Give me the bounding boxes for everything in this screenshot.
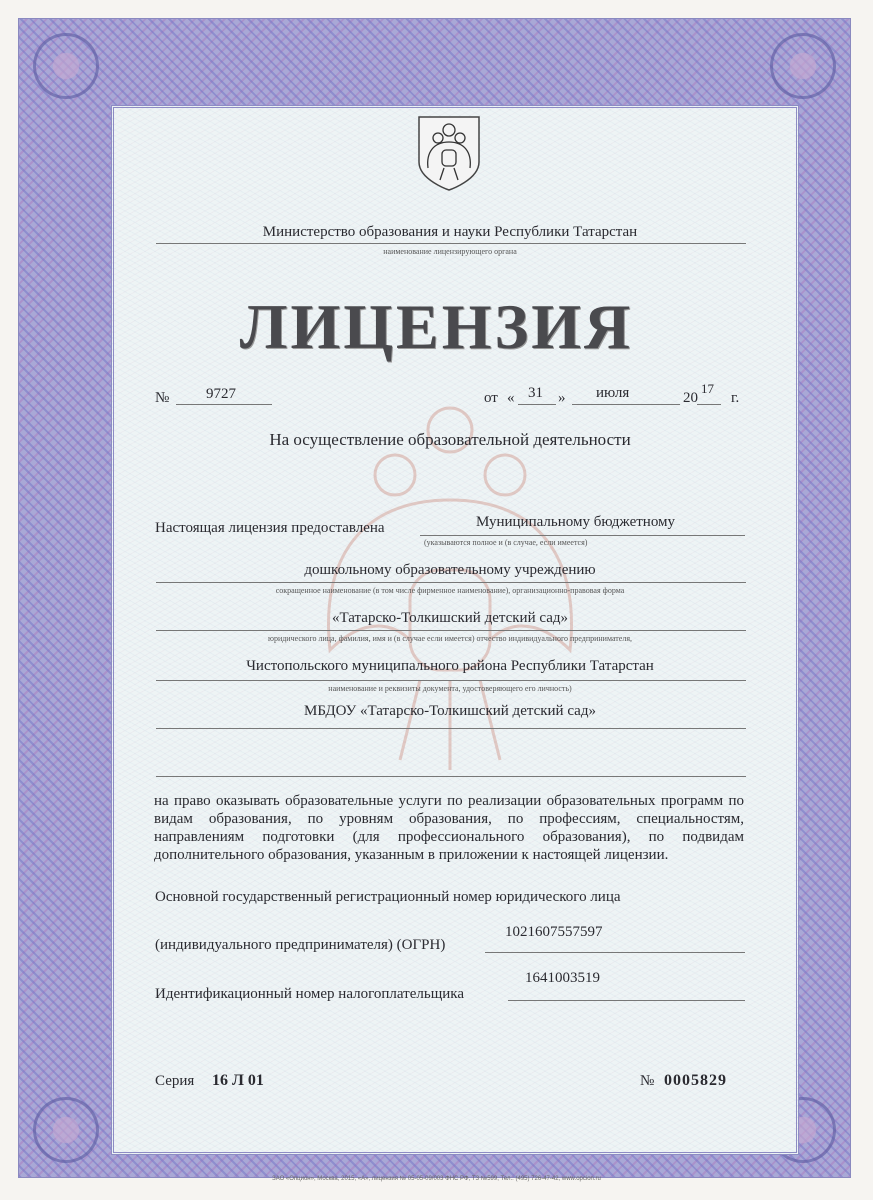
licensee-caption-3: юридического лица, фамилия, имя и (в случае если имеется) отчество индивидуального предпринимателя, [267,634,633,643]
inn-value: 1641003519 [525,970,600,986]
rule [485,952,745,953]
rule [518,404,556,405]
rights-text: на право оказывать образовательные услуги по реализации образовательных программ по видам образования, по уровням образования, по профессиям, специальностям, направлениям подготовки (для профессионального образования), по подвидам дополнительного образования, указанным в приложении к настоящей лицензии. [154,793,744,863]
license-month: июля [596,385,630,401]
authority-caption: наименование лицензирующего органа [383,247,517,256]
corner-ornament [33,1097,99,1163]
purpose: На осуществление образовательной деятельности [269,430,631,449]
from-label: от [484,390,498,406]
license-day: 31 [528,385,543,401]
number-label: № [155,390,170,406]
series-number: 0005829 [664,1072,727,1089]
licensee-caption-4: наименование и реквизиты документа, удостоверяющего его личность) [328,684,572,693]
year-prefix: 20 [683,390,698,406]
rule [156,776,746,777]
quote-close: » [558,390,566,406]
coat-of-arms-icon [414,112,484,192]
rule [156,728,746,729]
corner-ornament [770,33,836,99]
document-title: ЛИЦЕНЗИЯ [239,291,634,362]
licensee-line-4: Чистопольского муниципального района Республики Татарстан [246,658,654,674]
licensee-caption-1: (указываются полное и (в случае, если имеется) [424,538,588,547]
licensee-line-5: МБДОУ «Татарско-Толкишский детский сад» [304,703,596,719]
rule [572,404,680,405]
rule [508,1000,745,1001]
granted-label: Настоящая лицензия предоставлена [155,520,385,536]
authority-name: Министерство образования и науки Республики Татарстан [262,224,638,240]
rule [156,243,746,244]
series-number-label: № [640,1073,655,1089]
year-suffix: 17 [701,381,714,396]
year-unit: г. [731,390,740,406]
corner-ornament [33,33,99,99]
ogrn-value: 1021607557597 [505,924,603,940]
rule [420,535,745,536]
printer-footer: ЗАО «Опцион», Москва, 2015, «А», лицензия № 05-05-09/003 ФНС РФ, ТЗ №599, Тел.: (495) 726-47-42, www.opcion.ru [272,1176,601,1182]
licensee-line-2: дошкольному образовательному учреждению [304,562,596,578]
ogrn-label-1: Основной государственный регистрационный номер юридического лица [155,889,621,905]
license-number: 9727 [206,386,236,402]
licensee-line-1: Муниципальному бюджетному [476,514,676,530]
rule [156,630,746,631]
licensee-line-3: «Татарско-Толкишский детский сад» [332,610,568,626]
inn-label: Идентификационный номер налогоплательщика [155,986,465,1002]
rule [156,582,746,583]
rule [156,680,746,681]
rule [697,404,721,405]
series-label: Серия [155,1073,195,1089]
series-value: 16 Л 01 [212,1072,264,1089]
ogrn-label-2: (индивидуального предпринимателя) (ОГРН) [155,937,446,953]
quote-open: « [507,390,515,406]
rule [176,404,272,405]
licensee-caption-2: сокращенное наименование (в том числе фирменное наименование), организационно-правовая форма [275,586,625,595]
